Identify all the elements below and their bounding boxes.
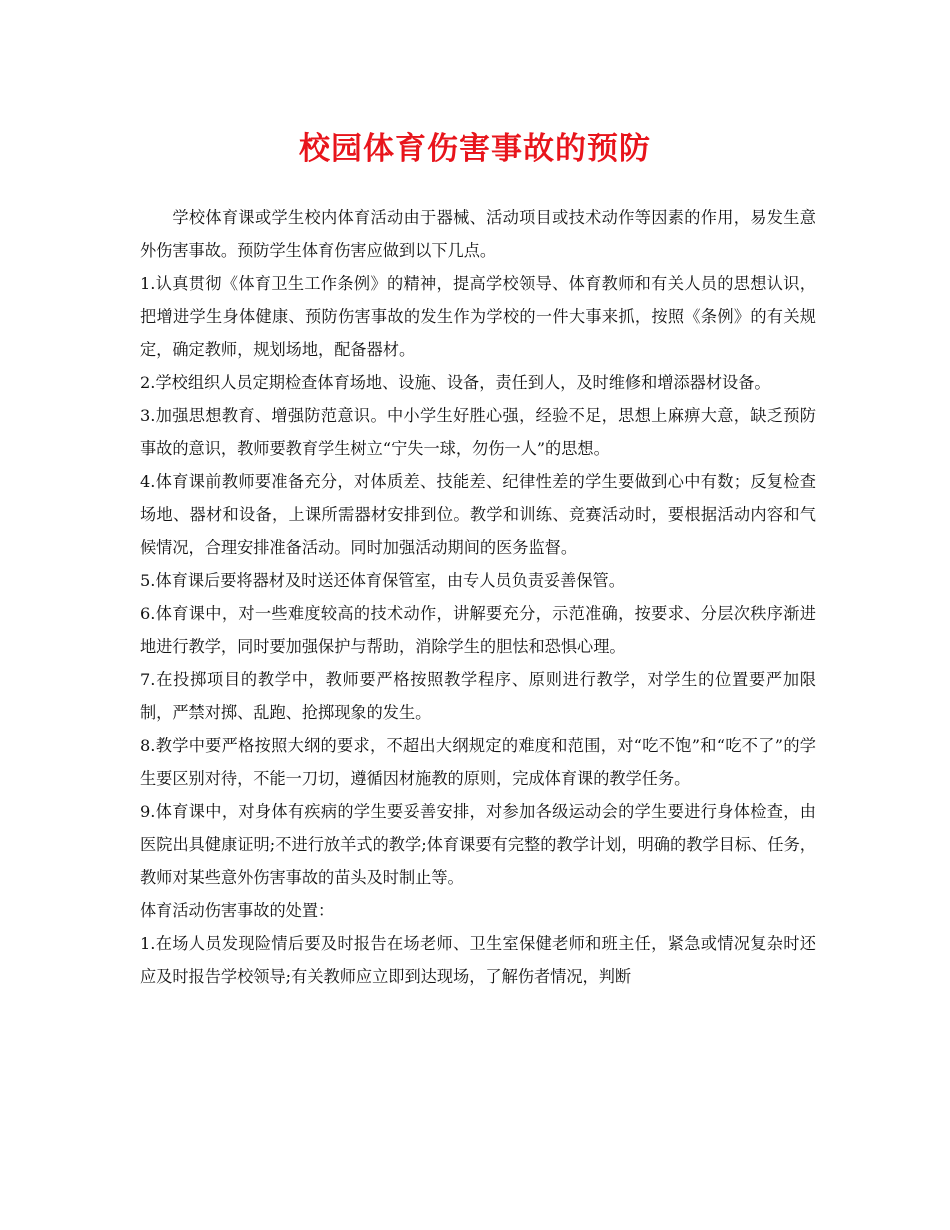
intro-paragraph: 学校体育课或学生校内体育活动由于器械、活动项目或技术动作等因素的作用，易发生意外伤害事故。预防学生体育伤害应做到以下几点。 — [140, 208, 816, 260]
list-item-9: 9.体育课中，对身体有疾病的学生要妥善安排，对参加各级运动会的学生要进行身体检查，由医院出具健康证明;不进行放羊式的教学;体育课要有完整的教学计划，明确的教学目标、任务，教师对某些意外伤害事故的苗头及时制止等。 — [140, 802, 816, 887]
section-heading: 体育活动伤害事故的处置： — [140, 901, 335, 920]
list-item-1: 1.认真贯彻《体育卫生工作条例》的精神，提高学校领导、体育教师和有关人员的思想认识，把增进学生身体健康、预防伤害事故的发生作为学校的一件大事来抓，按照《条例》的有关规定，确定教师，规划场地，配备器材。 — [140, 274, 816, 359]
list-item-2: 2.学校组织人员定期检查体育场地、设施、设备，责任到人，及时维修和增添器材设备。 — [140, 373, 771, 392]
list-item-3: 3.加强思想教育、增强防范意识。中小学生好胜心强，经验不足，思想上麻痹大意，缺乏预防事故的意识，教师要教育学生树立“宁失一球，勿伤一人”的思想。 — [140, 406, 816, 458]
list-item-6: 6.体育课中，对一些难度较高的技术动作，讲解要充分，示范准确，按要求、分层次秩序渐进地进行教学，同时要加强保护与帮助，消除学生的胆怯和恐惧心理。 — [140, 604, 816, 656]
document-body — [140, 201, 816, 993]
document-title: 校园体育伤害事故的预防 — [299, 131, 651, 167]
list-item-5: 5.体育课后要将器材及时送还体育保管室，由专人员负责妥善保管。 — [140, 571, 625, 590]
list-item-4: 4.体育课前教师要准备充分，对体质差、技能差、纪律性差的学生要做到心中有数；反复检查场地、器材和设备，上课所需器材安排到位。教学和训练、竞赛活动时，要根据活动内容和气候情况，合理安排准备活动。同时加强活动期间的医务监督。 — [140, 472, 816, 557]
list-item-8: 8.教学中要严格按照大纲的要求，不超出大纲规定的难度和范围，对“吃不饱”和“吃不了”的学生要区别对待，不能一刀切，遵循因材施教的原则，完成体育课的教学任务。 — [140, 736, 816, 788]
list-item-7: 7.在投掷项目的教学中，教师要严格按照教学程序、原则进行教学，对学生的位置要严加限制，严禁对掷、乱跑、抢掷现象的发生。 — [140, 670, 816, 722]
handling-item-1: 1.在场人员发现险情后要及时报告在场老师、卫生室保健老师和班主任，紧急或情况复杂时还应及时报告学校领导;有关教师应立即到达现场，了解伤者情况，判断 — [140, 934, 816, 986]
